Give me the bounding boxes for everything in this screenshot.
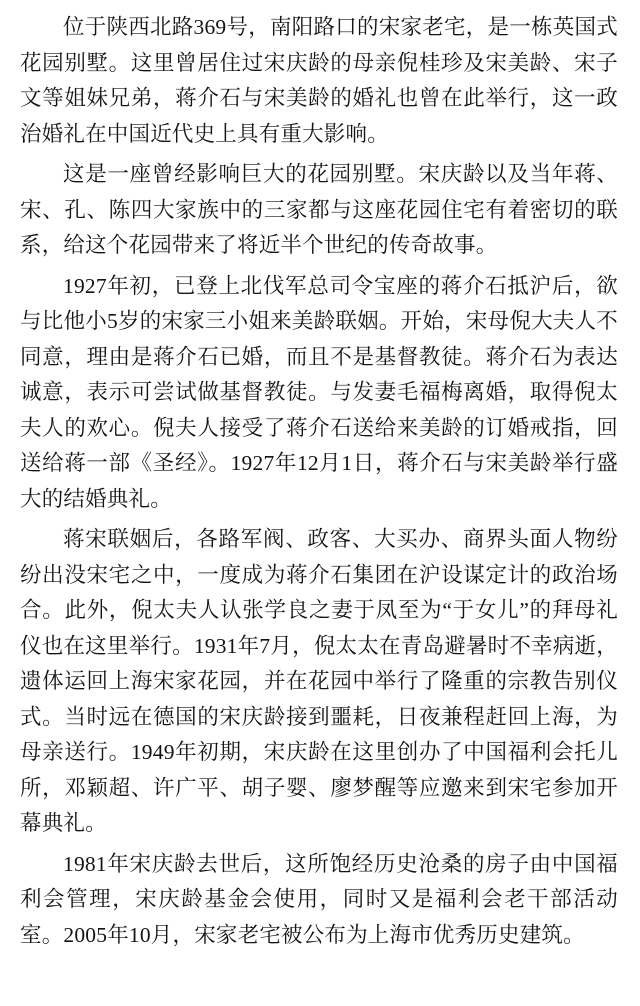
article-body: [20, 10, 618, 953]
paragraph: 蒋宋联姻后，各路军阀、政客、大买办、商界头面人物纷纷出没宋宅之中，一度成为蒋介石集团在沪设谋定计的政治场合。此外，倪太夫人认张学良之妻于凤至为“于女儿”的拜母礼仪也在这里举行。1931年7月，倪太太在青岛避暑时不幸病逝，遗体运回上海宋家花园，并在花园中举行了隆重的宗教告别仪式。当时远在德国的宋庆龄接到噩耗，日夜兼程赶回上海，为母亲送行。1949年初期，宋庆龄在这里创办了中国福利会托儿所，邓颖超、许广平、胡子婴、廖梦醒等应邀来到宋宅参加开幕典礼。: [20, 527, 618, 835]
paragraph: 这是一座曾经影响巨大的花园别墅。宋庆龄以及当年蒋、宋、孔、陈四大家族中的三家都与这座花园住宅有着密切的联系，给这个花园带来了将近半个世纪的传奇故事。: [20, 162, 618, 257]
paragraph: 位于陕西北路369号，南阳路口的宋家老宅，是一栋英国式花园别墅。这里曾居住过宋庆龄的母亲倪桂珍及宋美龄、宋子文等姐妹兄弟，蒋介石与宋美龄的婚礼也曾在此举行，这一政治婚礼在中国近代史上具有重大影响。: [20, 15, 618, 146]
paragraph: 1981年宋庆龄去世后，这所饱经历史沧桑的房子由中国福利会管理，宋庆龄基金会使用，同时又是福利会老干部活动室。2005年10月，宋家老宅被公布为上海市优秀历史建筑。: [20, 851, 618, 947]
paragraph: 1927年初，已登上北伐军总司令宝座的蒋介石抵沪后，欲与比他小5岁的宋家三小姐来美龄联姻。开始，宋母倪大夫人不同意，理由是蒋介石已婚，而且不是基督教徒。蒋介石为表达诚意，表示可尝试做基督教徒。与发妻毛福梅离婚，取得倪太夫人的欢心。倪夫人接受了蒋介石送给来美龄的订婚戒指，回送给蒋一部《圣经》。1927年12月1日，蒋介石与宋美龄举行盛大的结婚典礼。: [20, 273, 618, 511]
